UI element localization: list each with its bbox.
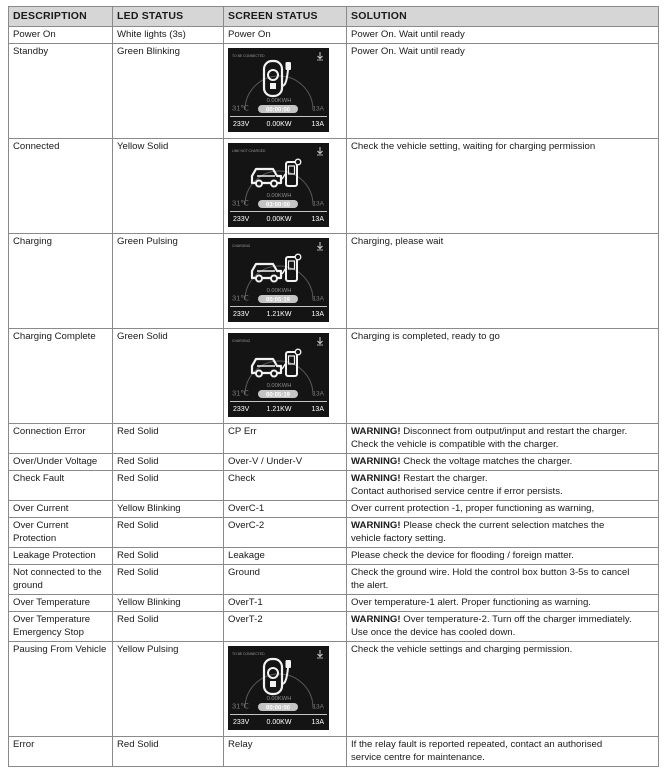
screen-status-text: TO BE CONNECTED [232, 54, 265, 58]
screen-status-text: CHARGING [232, 339, 251, 343]
row-description: Standby [9, 44, 113, 139]
solution-text: Restart the charger. [403, 473, 488, 484]
table-row [9, 454, 659, 471]
energy-readout: 0.00KWH [266, 193, 292, 199]
row-solution [347, 471, 659, 501]
row-screen-status: Ground [224, 565, 347, 595]
power-readout: 1.21KW [266, 311, 292, 318]
row-description: Not connected to the ground [9, 565, 113, 595]
row-screen-status: Relay [224, 737, 347, 767]
row-screen-status: Power On [224, 27, 347, 44]
row-led-status: Red Solid [113, 612, 224, 642]
solution-line: If the relay fault is reported repeated, contact an authorised [351, 739, 603, 750]
solution-line: Over current protection -1, proper functioning as warning, [351, 503, 595, 514]
row-led-status: Yellow Blinking [113, 501, 224, 518]
header-description: DESCRIPTION [9, 7, 113, 27]
solution-line: Power On. Wait until ready [351, 46, 465, 57]
solution-line [351, 426, 654, 439]
table-row [9, 27, 659, 44]
timer-readout: 00:05:19 [265, 392, 291, 399]
warning-label: WARNING! [351, 456, 401, 467]
row-screen-status: Over-V / Under-V [224, 454, 347, 471]
row-screen-status [224, 234, 347, 329]
table-row [9, 595, 659, 612]
table-row [9, 44, 659, 139]
row-description: Connected [9, 139, 113, 234]
table-row [9, 642, 659, 737]
solution-line: Power On. Wait until ready [351, 29, 465, 40]
row-description: Error [9, 737, 113, 767]
row-led-status: Green Blinking [113, 44, 224, 139]
row-screen-status: OverT-2 [224, 612, 347, 642]
header-solution: SOLUTION [347, 7, 659, 27]
power-readout: 1.21KW [266, 406, 292, 413]
power-readout: 0.00KW [266, 719, 292, 726]
charger-screen [228, 48, 329, 132]
table-row [9, 737, 659, 767]
solution-line: the alert. [351, 579, 389, 591]
row-screen-status: OverT-1 [224, 595, 347, 612]
timer-readout: 00:05:19 [265, 297, 291, 304]
solution-line: Charging is completed, ready to go [351, 331, 500, 342]
solution-text: Please check the current selection matches the [403, 520, 605, 531]
row-description: Over Temperature Emergency Stop [9, 612, 113, 642]
table-row [9, 548, 659, 565]
row-description: Connection Error [9, 424, 113, 454]
solution-line: Use once the device has cooled down. [351, 626, 516, 638]
current-readout-top: 13A [312, 105, 324, 113]
row-solution [347, 27, 659, 44]
row-description: Power On [9, 27, 113, 44]
solution-line: vehicle factory setting. [351, 532, 446, 544]
row-description: Charging [9, 234, 113, 329]
current-readout: 13A [311, 121, 324, 128]
warning-label: WARNING! [351, 426, 401, 437]
power-readout: 0.00KW [266, 216, 292, 223]
timer-readout: 00:00:00 [265, 705, 291, 712]
troubleshooting-table [8, 6, 659, 767]
current-readout-top: 13A [312, 390, 324, 398]
row-led-status: Red Solid [113, 454, 224, 471]
row-screen-status: OverC-2 [224, 518, 347, 548]
voltage-readout: 233V [233, 311, 250, 318]
row-solution [347, 234, 659, 329]
warning-label: WARNING! [351, 614, 401, 625]
row-led-status: Green Pulsing [113, 234, 224, 329]
temperature-readout: 31℃ [232, 388, 249, 398]
charger-screen [228, 143, 329, 227]
solution-line [351, 614, 654, 627]
row-description: Over Current Protection [9, 518, 113, 548]
voltage-readout: 233V [233, 121, 250, 128]
energy-readout: 0.00KWH [266, 696, 292, 702]
current-readout-top: 13A [312, 295, 324, 303]
screen-status-text: TO BE CONNECTED [232, 652, 265, 656]
row-description: Pausing From Vehicle [9, 642, 113, 737]
solution-line: Over temperature-1 alert. Proper functioning as warning. [351, 597, 591, 608]
row-description: Check Fault [9, 471, 113, 501]
temperature-readout: 31℃ [232, 293, 249, 303]
table-row [9, 501, 659, 518]
solution-line: Contact authorised service centre if error persists. [351, 485, 563, 497]
row-solution [347, 642, 659, 737]
charger-screen [228, 238, 329, 322]
voltage-readout: 233V [233, 406, 250, 413]
temperature-readout: 31℃ [232, 103, 249, 113]
row-solution [347, 329, 659, 424]
row-solution [347, 501, 659, 518]
warning-label: WARNING! [351, 473, 401, 484]
current-readout: 13A [311, 216, 324, 223]
solution-line [351, 520, 654, 533]
row-screen-status [224, 642, 347, 737]
energy-readout: 0.00KWH [266, 288, 292, 294]
solution-line: Check the vehicle is compatible with the charger. [351, 438, 559, 450]
row-led-status: Red Solid [113, 548, 224, 565]
table-row [9, 518, 659, 548]
row-solution [347, 454, 659, 471]
row-led-status: Red Solid [113, 518, 224, 548]
charger-screen [228, 333, 329, 417]
row-solution [347, 518, 659, 548]
row-led-status: Yellow Solid [113, 139, 224, 234]
row-description: Over Temperature [9, 595, 113, 612]
temperature-readout: 31℃ [232, 198, 249, 208]
current-readout-top: 13A [312, 703, 324, 711]
row-led-status: Green Solid [113, 329, 224, 424]
solution-line: Please check the device for flooding / foreign matter. [351, 550, 574, 561]
table-row [9, 329, 659, 424]
solution-text: Check the voltage matches the charger. [403, 456, 573, 467]
table-row [9, 471, 659, 501]
row-led-status: Yellow Pulsing [113, 642, 224, 737]
row-solution [347, 737, 659, 767]
row-screen-status: Leakage [224, 548, 347, 565]
row-screen-status: OverC-1 [224, 501, 347, 518]
table-row [9, 424, 659, 454]
header-led-status: LED STATUS [113, 7, 224, 27]
screen-status-text: LINK NOT CHARGED [232, 149, 266, 153]
timer-readout: 00:00:00 [265, 107, 291, 114]
power-readout: 0.00KW [266, 121, 292, 128]
voltage-readout: 233V [233, 216, 250, 223]
row-solution [347, 548, 659, 565]
voltage-readout: 233V [233, 719, 250, 726]
row-screen-status [224, 329, 347, 424]
solution-line: Check the vehicle setting, waiting for charging permission [351, 141, 596, 152]
row-description: Over/Under Voltage [9, 454, 113, 471]
charger-screen [228, 646, 329, 730]
solution-line: Check the ground wire. Hold the control box button 3-5s to cancel [351, 567, 630, 578]
table-row [9, 139, 659, 234]
energy-readout: 0.00KWH [266, 98, 292, 104]
current-readout: 13A [311, 406, 324, 413]
solution-line [351, 456, 654, 469]
row-screen-status [224, 139, 347, 234]
row-led-status: Yellow Blinking [113, 595, 224, 612]
table-row [9, 234, 659, 329]
timer-readout: 03:00:00 [265, 202, 291, 209]
header-screen-status: SCREEN STATUS [224, 7, 347, 27]
current-readout: 13A [311, 311, 324, 318]
row-solution [347, 424, 659, 454]
row-solution [347, 44, 659, 139]
warning-label: WARNING! [351, 520, 401, 531]
solution-line: Check the vehicle settings and charging permission. [351, 644, 573, 655]
header-row [9, 7, 659, 27]
solution-line: Charging, please wait [351, 236, 444, 247]
row-led-status: White lights (3s) [113, 27, 224, 44]
row-solution [347, 612, 659, 642]
row-screen-status: CP Err [224, 424, 347, 454]
row-led-status: Red Solid [113, 471, 224, 501]
screen-status-text: CHARGING [232, 244, 251, 248]
row-solution [347, 565, 659, 595]
current-readout-top: 13A [312, 200, 324, 208]
row-description: Over Current [9, 501, 113, 518]
row-description: Leakage Protection [9, 548, 113, 565]
row-screen-status [224, 44, 347, 139]
row-solution [347, 139, 659, 234]
row-led-status: Red Solid [113, 737, 224, 767]
solution-text: Disconnect from output/input and restart the charger. [403, 426, 628, 437]
solution-text: Over temperature-2. Turn off the charger immediately. [403, 614, 632, 625]
row-led-status: Red Solid [113, 565, 224, 595]
table-row [9, 565, 659, 595]
current-readout: 13A [311, 719, 324, 726]
row-screen-status: Check [224, 471, 347, 501]
temperature-readout: 31℃ [232, 701, 249, 711]
table-row [9, 612, 659, 642]
solution-line: service centre for maintenance. [351, 751, 485, 763]
energy-readout: 0.00KWH [266, 383, 292, 389]
solution-line [351, 473, 654, 486]
row-description: Charging Complete [9, 329, 113, 424]
row-led-status: Red Solid [113, 424, 224, 454]
row-solution [347, 595, 659, 612]
